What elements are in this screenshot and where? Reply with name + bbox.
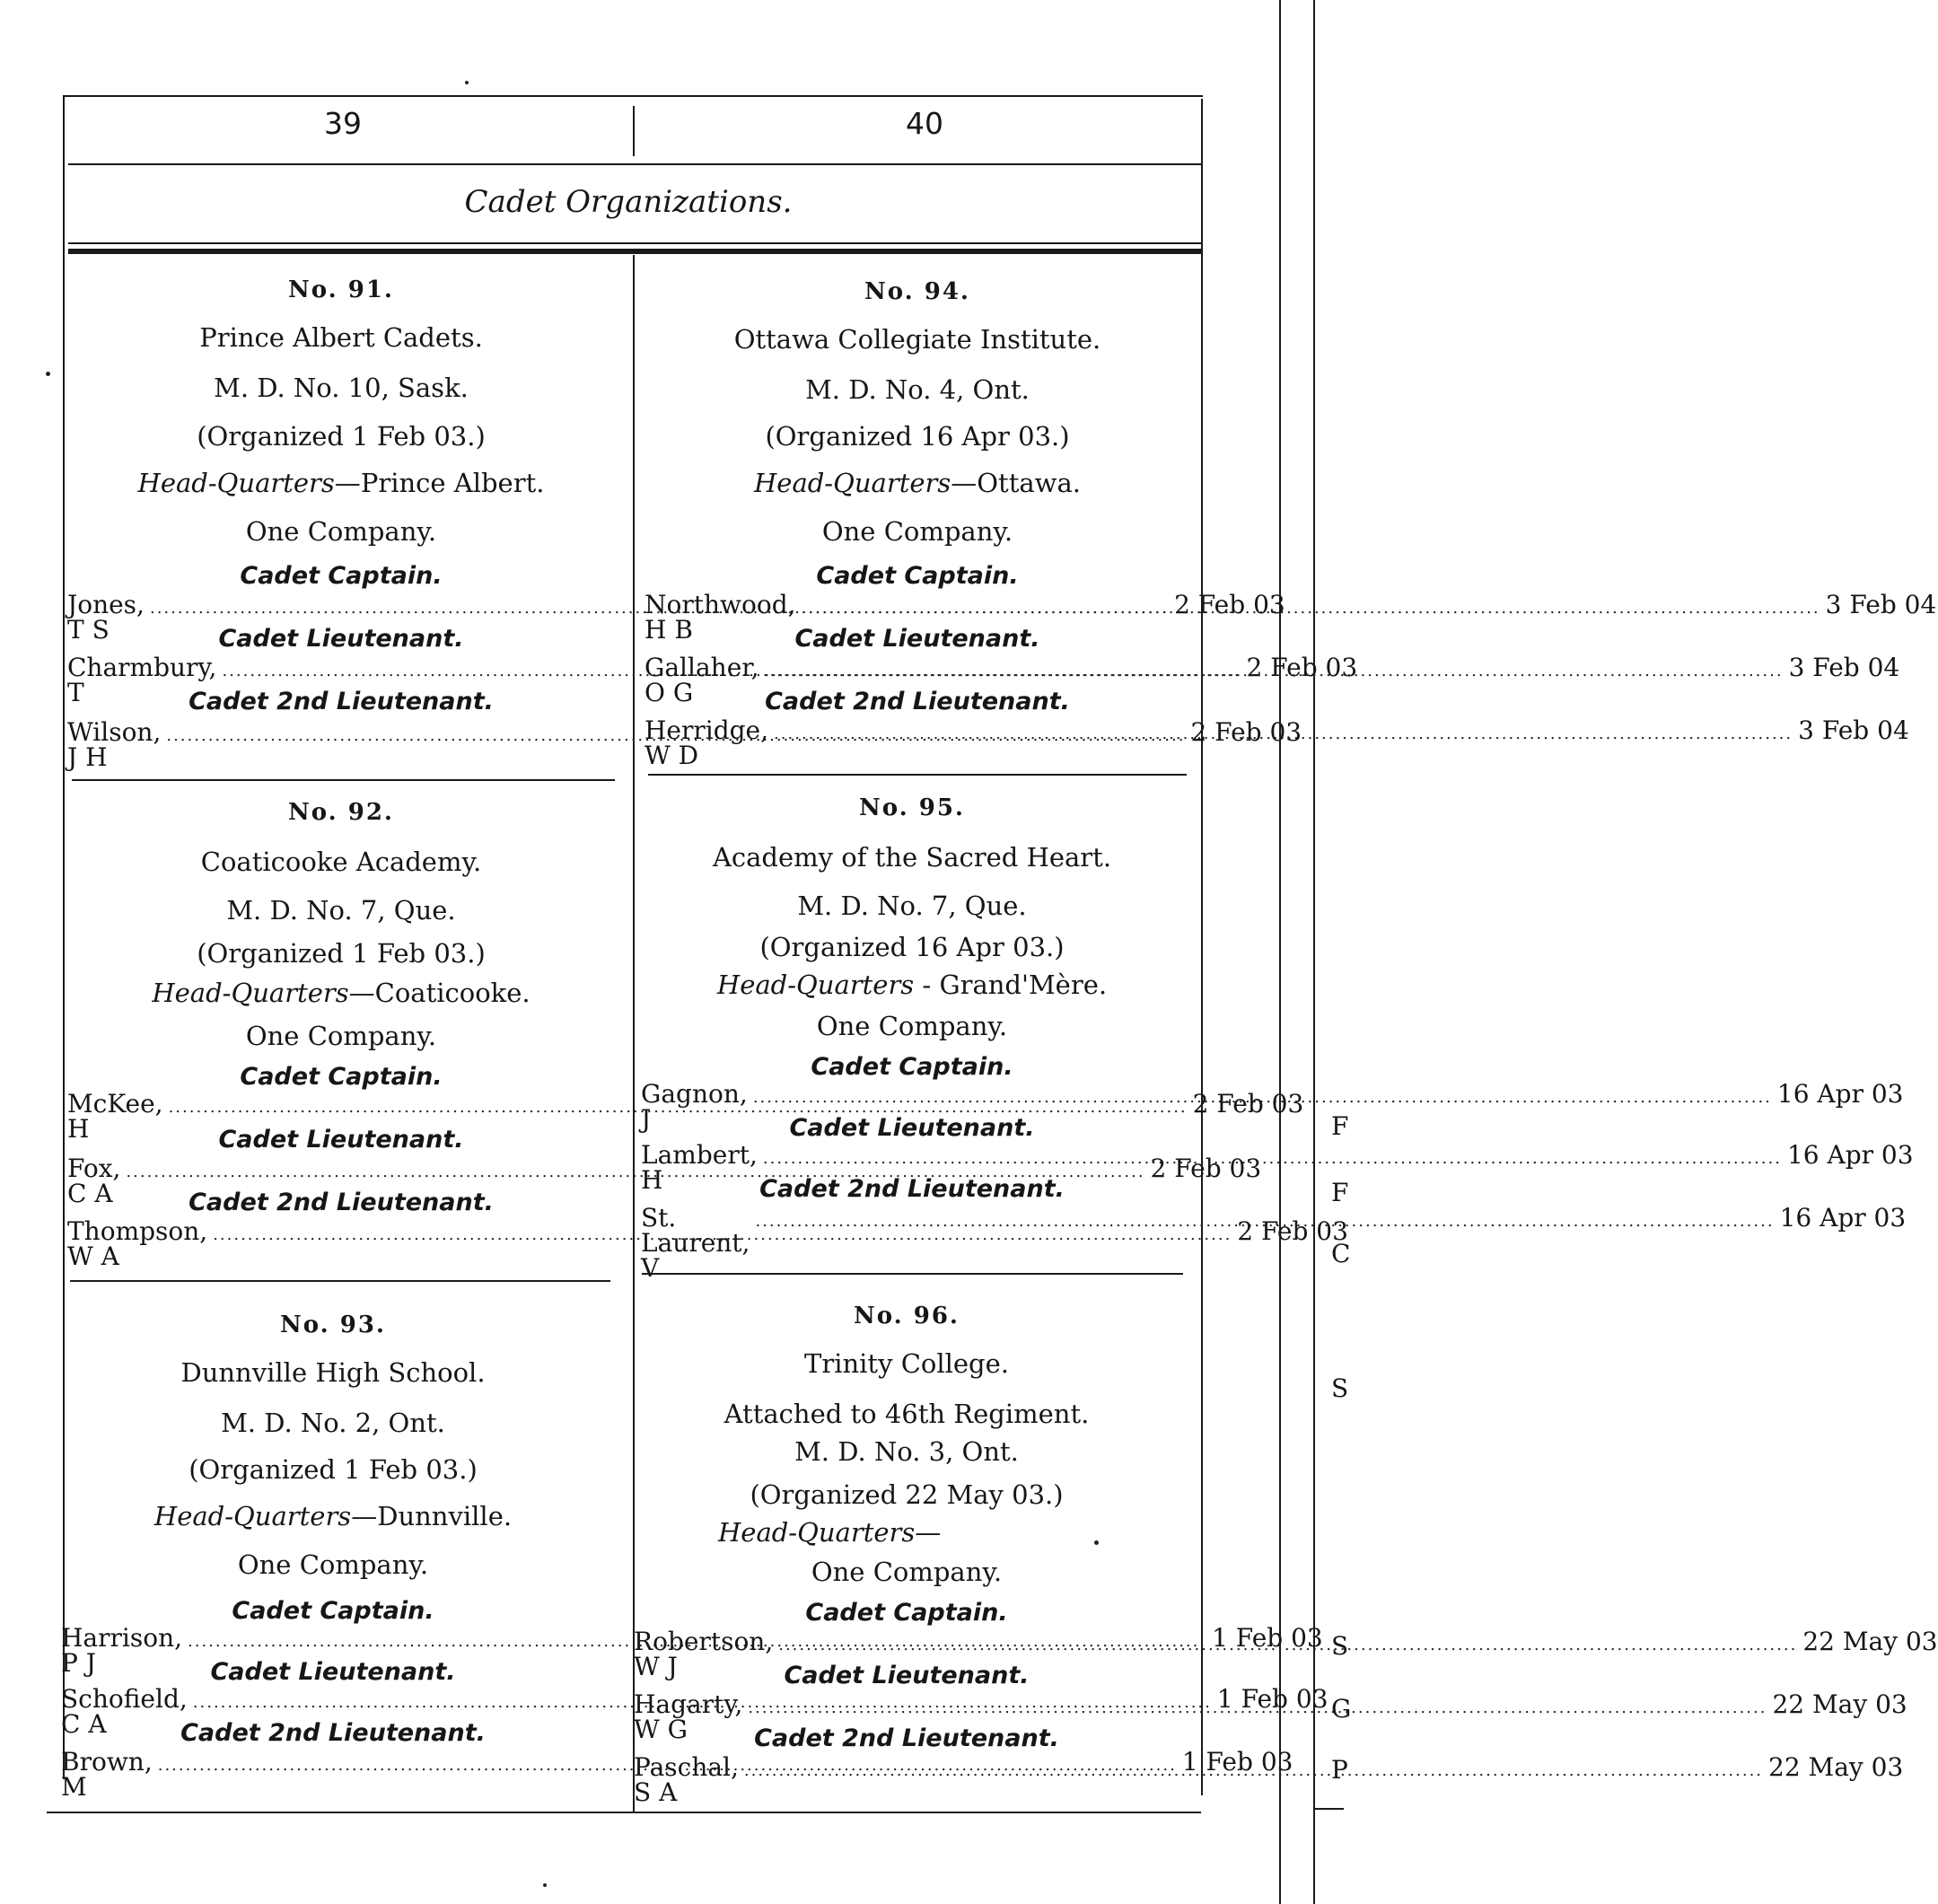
officer-rank: Cadet 2nd Lieutenant. — [189, 1189, 494, 1216]
headquarters-label: Head-Quarters— — [137, 468, 361, 498]
headquarters-place: Ottawa. — [977, 468, 1081, 498]
officer-rank: Cadet Lieutenant. — [210, 1658, 456, 1686]
company-count: One Company. — [821, 516, 1013, 547]
officer-rank: Cadet 2nd Lieutenant. — [180, 1719, 486, 1747]
officer-name: Lambert, H — [641, 1140, 758, 1195]
officer-name: Northwood, H B — [645, 590, 796, 645]
adjacent-page-edge — [1279, 0, 1281, 1904]
headquarters-label: Head-Quarters — [716, 970, 915, 1000]
officer-date: 3 Feb 04 — [1788, 653, 1900, 682]
organization-name: Trinity College. — [804, 1348, 1009, 1379]
leader-dots — [763, 1151, 1782, 1167]
company-count: One Company. — [245, 1021, 437, 1051]
title-rule-thick — [68, 249, 1201, 254]
leader-dots — [764, 663, 1783, 680]
officer-name: Hagarty, W G — [634, 1689, 743, 1744]
officer-name: Herridge, W D — [645, 715, 769, 770]
organization-name: Coaticooke Academy. — [200, 847, 482, 877]
attached-regiment: Attached to 46th Regiment. — [723, 1399, 1090, 1429]
margin-letter: S — [1331, 1373, 1349, 1403]
officer-rank: Cadet 2nd Lieutenant. — [189, 688, 494, 715]
company-count: One Company. — [811, 1557, 1003, 1587]
top-rule — [63, 95, 1203, 97]
margin-letter: F — [1331, 1111, 1349, 1141]
military-district: M. D. No. 7, Que. — [226, 895, 456, 926]
entry-number: No. 92. — [288, 799, 394, 826]
officer-rank: Cadet 2nd Lieutenant. — [759, 1175, 1065, 1203]
organized-date: (Organized 16 Apr 03.) — [765, 421, 1070, 452]
headquarters-label: Head-Quarters— — [153, 1501, 378, 1531]
officer-rank: Cadet Captain. — [240, 562, 443, 590]
entry-number: No. 94. — [864, 278, 970, 305]
page-number-right: 40 — [906, 106, 943, 141]
entry-separator — [648, 774, 1187, 776]
right-border — [1201, 99, 1203, 1795]
officer-name: St. Laurent, V — [641, 1203, 750, 1283]
entry-separator — [72, 779, 615, 781]
leader-dots — [755, 1214, 1774, 1230]
organization-name: Academy of the Sacred Heart. — [712, 842, 1112, 873]
headquarters-label: Head-Quarters— — [718, 1517, 942, 1548]
organized-date: (Organized 1 Feb 03.) — [197, 421, 486, 452]
officer-name: Paschal, S A — [634, 1752, 739, 1807]
adjacent-page-bottom-rule — [1313, 1808, 1344, 1810]
ink-speck — [465, 81, 469, 84]
officer-rank: Cadet Lieutenant. — [784, 1662, 1030, 1689]
organized-date: (Organized 1 Feb 03.) — [197, 938, 486, 969]
officer-date: 16 Apr 03 — [1786, 1140, 1914, 1170]
officer-date: 1 Feb 03 — [1212, 1623, 1323, 1653]
officer-name: Charmbury, T — [67, 653, 217, 707]
officer-date: 22 May 03 — [1772, 1689, 1907, 1719]
officer-date: 2 Feb 03 — [1192, 1089, 1304, 1119]
officer-date: 2 Feb 03 — [1174, 590, 1285, 619]
officer-date: 3 Feb 04 — [1798, 715, 1909, 745]
organization-name: Prince Albert Cadets. — [199, 322, 483, 353]
military-district: M. D. No. 7, Que. — [797, 891, 1027, 921]
officer-date: 1 Feb 03 — [1181, 1747, 1293, 1777]
officer-name: Fox, C A — [67, 1154, 121, 1208]
officer-rank: Cadet Lieutenant. — [218, 625, 464, 653]
officer-name: Wilson, J H — [67, 717, 162, 772]
officer-name: Gagnon, J — [641, 1079, 748, 1134]
officer-rank: Cadet Captain. — [805, 1599, 1008, 1627]
officer-rank: Cadet Lieutenant. — [789, 1114, 1035, 1142]
page-number-left: 39 — [324, 106, 362, 141]
officer-date: 16 Apr 03 — [1776, 1079, 1904, 1109]
military-district: M. D. No. 2, Ont. — [221, 1408, 445, 1438]
entry-number: No. 95. — [859, 794, 965, 821]
headquarters — [634, 1517, 1179, 1548]
headquarters — [67, 980, 615, 1006]
margin-letter: S — [1331, 1631, 1349, 1661]
officer-name: Gallaher, O G — [645, 653, 759, 707]
leader-dots — [753, 1090, 1772, 1106]
officer-date: 22 May 03 — [1802, 1627, 1938, 1656]
organized-date: (Organized 1 Feb 03.) — [189, 1454, 478, 1485]
headquarters-place: Dunnville. — [377, 1501, 513, 1531]
officer-name: McKee, H — [67, 1089, 163, 1144]
company-count: One Company. — [237, 1549, 429, 1580]
organization-name: Dunnville High School. — [180, 1357, 486, 1388]
officer-rank: Cadet 2nd Lieutenant. — [754, 1724, 1059, 1752]
military-district: M. D. No. 3, Ont. — [794, 1436, 1019, 1467]
officer-date: 1 Feb 03 — [1216, 1684, 1329, 1714]
headquarters-place: Coaticooke. — [374, 978, 531, 1008]
officer-rank: Cadet 2nd Lieutenant. — [765, 688, 1070, 715]
margin-letter: F — [1331, 1178, 1349, 1207]
ink-speck — [543, 1883, 547, 1887]
officer-name: Robertson, W J — [634, 1627, 774, 1681]
officer-rank: Cadet Captain. — [232, 1597, 434, 1625]
officer-name: Schofield, C A — [61, 1684, 188, 1739]
organized-date: (Organized 16 Apr 03.) — [759, 932, 1065, 962]
officer-date: 2 Feb 03 — [1150, 1154, 1262, 1183]
entry-separator — [70, 1280, 610, 1282]
entry-number: No. 91. — [288, 276, 394, 303]
military-district: M. D. No. 4, Ont. — [805, 374, 1030, 405]
officer-rank: Cadet Lieutenant. — [794, 625, 1040, 653]
headquarters — [61, 1501, 605, 1531]
officer-name: Jones, T S — [67, 590, 145, 645]
headquarters — [645, 470, 1190, 496]
entry-number: No. 93. — [280, 1312, 386, 1338]
leader-dots — [748, 1700, 1767, 1716]
officer-name: Harrison, P J — [61, 1623, 182, 1678]
ink-speck — [46, 372, 50, 376]
bottom-rule — [47, 1812, 1201, 1813]
leader-dots — [778, 1637, 1797, 1654]
officer-date: 2 Feb 03 — [1237, 1216, 1348, 1246]
margin-letter: P — [1331, 1755, 1348, 1785]
title-rule-thin — [68, 242, 1201, 244]
section-title: Cadet Organizations. — [464, 184, 793, 220]
officer-date: 3 Feb 04 — [1825, 590, 1937, 619]
officer-rank: Cadet Captain. — [240, 1063, 443, 1091]
leader-dots — [774, 726, 1793, 742]
margin-letter: C — [1331, 1239, 1351, 1268]
headquarters-place: Prince Albert. — [360, 468, 545, 498]
officer-date: 2 Feb 03 — [1190, 717, 1302, 747]
margin-letter: G — [1331, 1694, 1352, 1724]
headquarters — [67, 470, 615, 496]
company-count: One Company. — [245, 516, 437, 547]
headquarters-label: Head-Quarters— — [152, 978, 375, 1008]
officer-date: 22 May 03 — [1768, 1752, 1904, 1782]
organized-date: (Organized 22 May 03.) — [750, 1479, 1064, 1510]
adjacent-page-rule — [1313, 0, 1315, 1904]
officer-name: Brown, M — [61, 1747, 153, 1802]
officer-name: Thompson, W A — [67, 1216, 208, 1271]
organization-name: Ottawa Collegiate Institute. — [733, 324, 1101, 355]
officer-date: 16 Apr 03 — [1779, 1203, 1907, 1233]
header-divider — [633, 106, 635, 156]
headquarters-label: Head-Quarters— — [754, 468, 978, 498]
officer-rank: Cadet Captain. — [816, 562, 1019, 590]
military-district: M. D. No. 10, Sask. — [214, 373, 469, 403]
headquarters-place: - Grand'Mère. — [914, 970, 1108, 1000]
header-rule — [68, 163, 1201, 165]
officer-rank: Cadet Captain. — [811, 1053, 1013, 1081]
officer-date: 2 Feb 03 — [1246, 653, 1358, 682]
leader-dots — [744, 1763, 1763, 1779]
leader-dots — [802, 601, 1820, 617]
officer-rank: Cadet Lieutenant. — [218, 1126, 464, 1154]
headquarters — [641, 972, 1183, 998]
company-count: One Company. — [816, 1011, 1008, 1041]
entry-number: No. 96. — [854, 1303, 960, 1329]
